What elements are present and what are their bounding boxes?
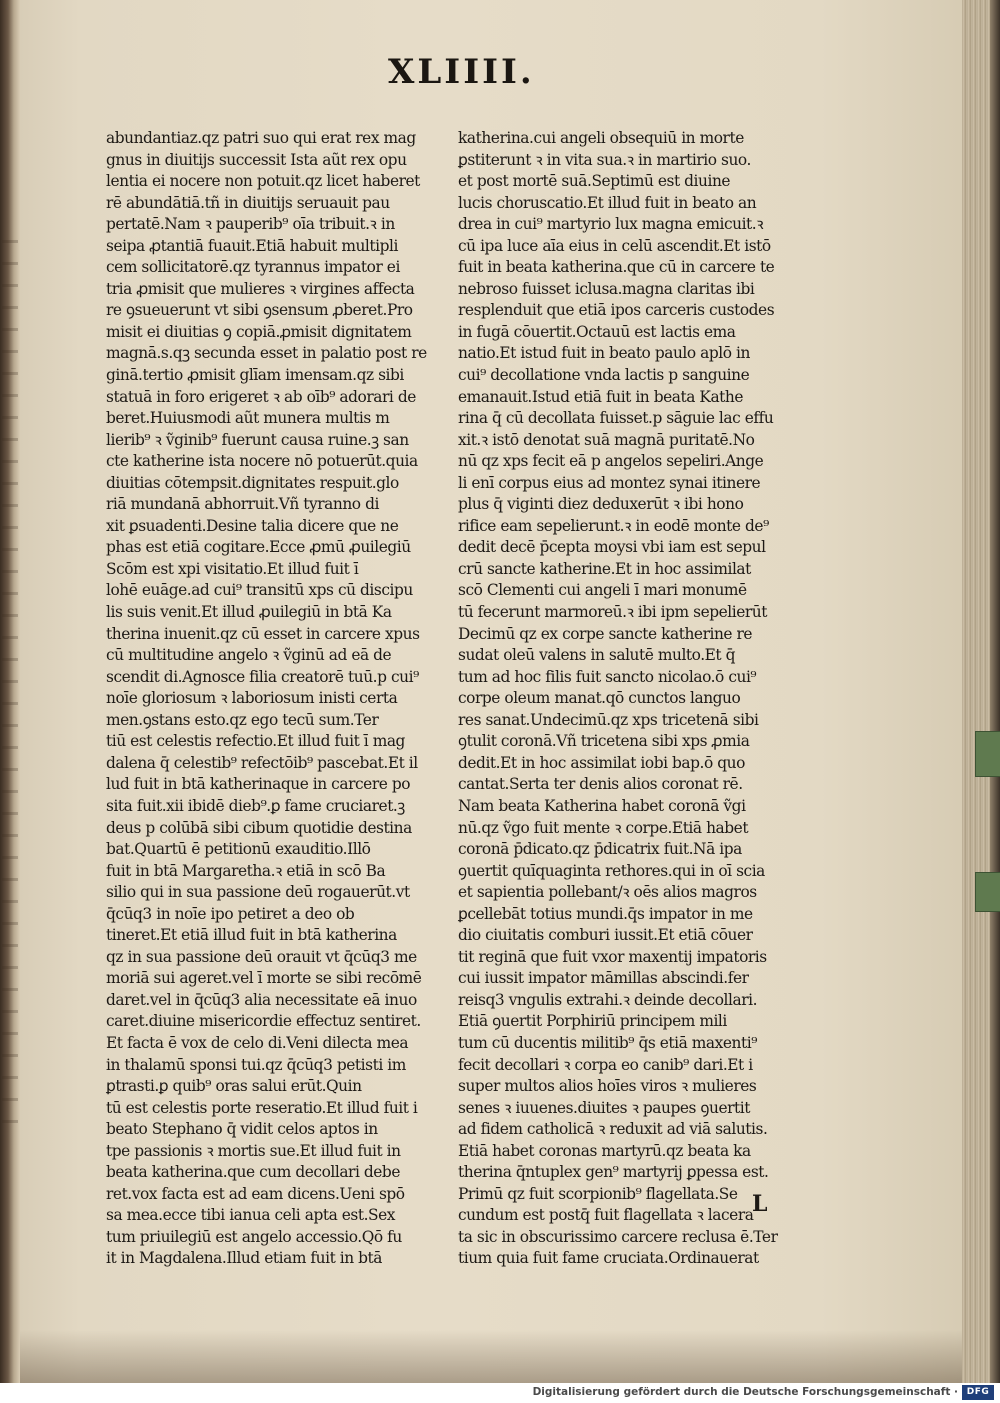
- text-line: lucis choruscatio.Et illud fuit in beato an: [458, 193, 757, 212]
- text-line: cte katherine ista nocere nō potuerūt.quia: [106, 452, 418, 471]
- text-line: lud fuit in btā katherinaque in carcere po: [106, 775, 411, 794]
- text-line: magnā.s.qꝫ secunda esset in palatio post re: [106, 344, 427, 363]
- text-line: drea in cui⁹ martyrio lux magna emicuit.ꝛ: [458, 215, 764, 234]
- text-line: senes ꝛ iuuenes.diuites ꝛ paupes ꝯuertit: [458, 1098, 750, 1117]
- text-line: cundum est postq̄ fuit flagellata ꝛ lacera: [458, 1206, 754, 1225]
- green-tab-marker: [975, 872, 1000, 912]
- text-line: tineret.Et etiā illud fuit in btā katherina: [106, 926, 397, 945]
- text-line: fuit in beata katherina.que cū in carcere te: [458, 258, 775, 277]
- text-line: it in Magdalena.Illud etiam fuit in btā: [106, 1249, 383, 1268]
- text-line: tum cū ducentis militib⁹ q̄s etiā maxenti⁹: [458, 1033, 757, 1052]
- text-line: therina q̄ntuplex gen⁹ martyrij ꝑpessa est.: [458, 1163, 769, 1182]
- text-line: Nam beata Katherina habet coronā ṽgi: [458, 796, 746, 815]
- text-line: tium quia fuit fame cruciata.Ordinauerat: [458, 1249, 759, 1268]
- text-line: tū fecerunt marmoreū.ꝛ ibi ipm sepelierūt: [458, 603, 767, 622]
- text-line: nū qz xps fecit eā p angelos sepeliri.Ange: [458, 452, 764, 471]
- text-line: therina inuenit.qz cū esset in carcere xpus: [106, 624, 420, 643]
- text-line: Etiā ꝯuertit Porphiriū principem mili: [458, 1012, 727, 1031]
- text-line: res sanat.Undecimū.qz xps tricetenā sibi: [458, 710, 759, 729]
- text-line: seipa ꝓtantiā fuauit.Etiā habuit multipli: [106, 236, 398, 255]
- text-line: phas est etiā cogitare.Ecce ꝓmū ꝓuilegiū: [106, 538, 411, 557]
- text-line: sita fuit.xii ibidē dieb⁹.ꝑ fame cruciaret.ꝫ: [106, 796, 405, 815]
- text-line: tū est celestis porte reseratio.Et illud fuit i: [106, 1098, 418, 1117]
- text-line: pertatē.Nam ꝛ pauperib⁹ oīa tribuit.ꝛ in: [106, 215, 395, 234]
- text-line: ret.vox facta est ad eam dicens.Ueni spō: [106, 1184, 405, 1203]
- text-line: scendit di.Agnosce filia creatorē tuū.p cui⁹: [106, 667, 419, 686]
- text-line: nū.qz ṽgo fuit mente ꝛ corpe.Etiā habet: [458, 818, 749, 837]
- text-line: cū multitudine angelo ꝛ ṽginū ad eā de: [106, 646, 392, 665]
- text-line: dedit.Et in hoc assimilat iobi bap.ō quo: [458, 753, 745, 772]
- show-through-text: [2, 240, 18, 1140]
- text-line: scō Clementi cui angeli ī mari monumē: [458, 581, 747, 600]
- text-line: riā mundanā abhorruit.Vñ tyranno di: [106, 495, 379, 514]
- text-line: coronā p̄dicato.qz p̄dicatrix fuit.Nā ipa: [458, 840, 742, 859]
- text-line: ad fidem catholicā ꝛ reduxit ad viā salutis.: [458, 1120, 768, 1139]
- text-line: katherina.cui angeli obsequiū in morte: [458, 129, 744, 147]
- text-line: dio ciuitatis comburi iussit.Et etiā cōuer: [458, 926, 753, 945]
- funding-credit: Digitalisierung gefördert durch die Deutsche Forschungsgemeinschaft ·: [532, 1386, 958, 1398]
- text-line: xit.ꝛ istō denotat suā magnā puritatē.No: [458, 430, 755, 449]
- text-line: tum ad hoc filis fuit sancto nicolao.ō cui⁹: [458, 667, 757, 686]
- text-line: q̄cūq3 in noīe ipo petiret a deo ob: [106, 904, 355, 923]
- text-column-left: [106, 128, 432, 1270]
- text-line: rina q̄ cū decollata fuisset.p sāguie lac effu: [458, 409, 774, 428]
- text-line: et post mortē suā.Septimū est diuine: [458, 172, 731, 191]
- text-line: Etiā habet coronas martyrū.qz beata ka: [458, 1141, 751, 1160]
- text-line: ꝯtulit coronā.Vñ tricetena sibi xps ꝓmia: [458, 732, 750, 751]
- text-line: cui iussit impator māmillas abscindi.fer: [458, 969, 749, 988]
- text-line: ꝯuertit quīquaginta rethores.qui in oī scia: [458, 861, 765, 880]
- text-line: dedit decē p̄cepta moysi vbi iam est sepul: [458, 538, 766, 557]
- text-line: deus p colūbā sibi cibum quotidie destina: [106, 818, 412, 837]
- text-line: Primū qz fuit scorpionib⁹ flagellata.Se: [458, 1184, 738, 1203]
- text-line: Decimū qz ex corpe sancte katherine re: [458, 624, 753, 643]
- text-line: plus q̄ viginti diez deduxerūt ꝛ ibi hono: [458, 495, 744, 514]
- text-line: noīe gloriosum ꝛ laboriosum inisti certa: [106, 689, 398, 708]
- text-line: silio qui in sua passione deū rogauerūt.vt: [106, 883, 410, 902]
- text-line: crū sancte katherine.Et in hoc assimilat: [458, 559, 751, 578]
- text-line: diuitias cōtempsit.dignitates respuit.glo: [106, 473, 399, 492]
- text-line: ginā.tertio ꝓmisit glīam imensam.qz sibi: [106, 366, 404, 385]
- text-line: dalena q̄ celestib⁹ refectōib⁹ pascebat.Et il: [106, 753, 418, 772]
- text-line: tria ꝓmisit que mulieres ꝛ virgines affecta: [106, 279, 415, 298]
- text-line: rifice eam sepelierunt.ꝛ in eodē monte de⁹: [458, 516, 769, 535]
- text-line: beato Stephano q̄ vidit celos aptos in: [106, 1120, 378, 1139]
- text-line: statuā in foro erigeret ꝛ ab oīb⁹ adorari de: [106, 387, 416, 406]
- digitization-footer: [0, 1383, 1000, 1403]
- text-line: beata katherina.que cum decollari debe: [106, 1163, 400, 1182]
- text-line: Scōm est xpi visitatio.Et illud fuit ī: [106, 559, 359, 578]
- text-line: misit ei diuitias ꝯ copiā.ꝓmisit dignitatem: [106, 322, 412, 341]
- text-line: beret.Huiusmodi aũt munera multis m: [106, 409, 390, 428]
- text-line: xit ꝑsuadenti.Desine talia dicere que ne: [106, 516, 399, 535]
- dfg-logo: DFG: [962, 1385, 994, 1400]
- text-line: daret.vel in q̄cūq3 alia necessitate eā inuo: [106, 990, 417, 1009]
- text-line: super multos alios hoīes viros ꝛ mulieres: [458, 1077, 757, 1096]
- text-line: nebroso fuisset iclusa.magna claritas ibi: [458, 279, 755, 298]
- text-line: tpe passionis ꝛ mortis sue.Et illud fuit in: [106, 1141, 401, 1160]
- text-line: cem sollicitatorē.qz tyrannus impator ei: [106, 258, 400, 277]
- text-line: natio.Et istud fuit in beato paulo aplō in: [458, 344, 750, 363]
- page-shadow: [20, 1330, 970, 1383]
- text-line: lis suis venit.Et illud ꝓuilegiū in btā Ka: [106, 603, 392, 622]
- text-line: reisq3 vngulis extrahi.ꝛ deinde decollari.: [458, 990, 758, 1009]
- text-line: caret.diuine misericordie effectuz sentiret.: [106, 1012, 421, 1031]
- text-line: tiū est celestis refectio.Et illud fuit ī mag: [106, 732, 405, 751]
- text-line: ꝑcellebāt totius mundi.q̄s impator in me: [458, 904, 753, 923]
- text-line: emanauit.Istud etiā fuit in beata Kathe: [458, 387, 744, 406]
- text-line: qz in sua passione deū orauit vt q̄cūq3 me: [106, 947, 417, 966]
- text-line: tum priuilegiū est angelo accessio.Qō fu: [106, 1227, 402, 1246]
- text-line: in fugā cōuertit.Octauū est lactis ema: [458, 322, 736, 341]
- text-line: corpe oleum manat.qō cunctos languo: [458, 689, 741, 708]
- text-line: re ꝯsueuerunt vt sibi ꝯsensum ꝓberet.Pro: [106, 301, 413, 320]
- text-line: in thalamū sponsi tui.qz q̄cūq3 petisti im: [106, 1055, 406, 1074]
- folio-number: XLIIII.: [388, 52, 535, 92]
- signature-mark: L: [752, 1191, 768, 1217]
- book-cover-edge: [990, 0, 1000, 1383]
- text-line: abundantiaz.qz patri suo qui erat rex mag: [106, 129, 416, 147]
- text-line: resplenduit que etiā ipos carceris custodes: [458, 301, 775, 320]
- text-line: gnus in diuitijs successit Ista aũt rex opu: [106, 150, 407, 169]
- text-line: fecit decollari ꝛ corpa eo canib⁹ dari.Et i: [458, 1055, 753, 1074]
- text-column-right: [458, 128, 784, 1270]
- text-line: cantat.Serta ter denis alios coronat rē.: [458, 775, 743, 794]
- text-line: bat.Quartū ē petitionū exauditio.Illō: [106, 840, 371, 859]
- text-line: lohē euāge.ad cui⁹ transitū xps cū discipu: [106, 581, 413, 600]
- text-line: et sapientia pollebant/ꝛ oēs alios magros: [458, 883, 757, 902]
- text-line: men.ꝯstans esto.qz ego tecū sum.Ter: [106, 710, 379, 729]
- text-line: Et facta ē vox de celo di.Veni dilecta mea: [106, 1033, 409, 1052]
- text-line: ꝑtrasti.ꝑ quib⁹ oras salui erūt.Quin: [106, 1077, 362, 1096]
- text-line: cū ipa luce aīa eius in celū ascendit.Et istō: [458, 236, 771, 255]
- text-line: fuit in btā Margaretha.ꝛ etiā in scō Ba: [106, 861, 386, 880]
- text-line: rē abundātiā.tñ in diuitijs seruauit pau: [106, 193, 390, 212]
- text-line: cui⁹ decollatione vnda lactis p sanguine: [458, 366, 750, 385]
- text-line: sa mea.ecce tibi ianua celi apta est.Sex: [106, 1206, 396, 1225]
- text-line: ta sic in obscurissimo carcere reclusa ē.Ter: [458, 1227, 778, 1246]
- text-line: lentia ei nocere non potuit.qz licet haberet: [106, 172, 420, 191]
- text-line: tit reginā que fuit vxor maxentij impatoris: [458, 947, 767, 966]
- text-line: li enī corpus eius ad montez synai itinere: [458, 473, 761, 492]
- green-tab-marker: [975, 731, 1000, 777]
- text-line: moriā sui ageret.vel ī morte se sibi recōmē: [106, 969, 422, 988]
- text-line: sudat oleū valens in salutē multo.Et q̄: [458, 646, 736, 665]
- text-line: ꝑstiterunt ꝛ in vita sua.ꝛ in martirio suo.: [458, 150, 751, 169]
- text-line: lierib⁹ ꝛ ṽginib⁹ fuerunt causa ruine.ꝫ san: [106, 430, 409, 449]
